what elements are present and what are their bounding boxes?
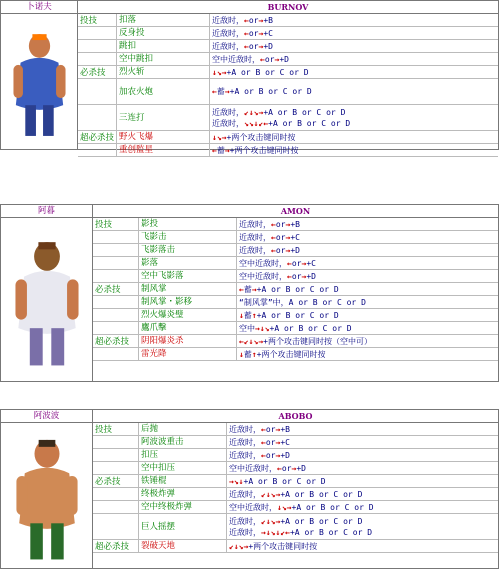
move-row (93, 423, 498, 436)
move-category (78, 79, 117, 104)
move-command (210, 53, 498, 65)
character-name-en: AMON (93, 205, 498, 218)
command-line: 空中近敌时，←or→+D (229, 463, 306, 473)
move-category (93, 257, 139, 269)
command-line: ↓蓄↑+两个攻击键同时按 (239, 349, 326, 359)
move-name: 飞影落击 (139, 244, 237, 256)
move-row (78, 14, 498, 27)
move-category (93, 348, 139, 360)
move-row (78, 131, 498, 144)
move-category (78, 144, 117, 156)
character-name-cn: 卜诺夫 (1, 1, 78, 14)
move-category: 超必杀技 (78, 131, 117, 143)
move-row (93, 322, 498, 335)
command-line: 近敌时，←or→+C (229, 437, 290, 447)
move-row (93, 257, 498, 270)
command-line: 空中→↓↘+A or B or C or D (239, 323, 352, 333)
move-name: 巨人摇摆 (139, 514, 227, 539)
move-category: 投技 (93, 423, 139, 435)
command-line: 近敌时，←or→+D (212, 41, 273, 51)
character-block (0, 204, 499, 382)
move-name: 加农火炮 (117, 79, 210, 104)
command-line: 近敌时，←or→+B (229, 424, 290, 434)
command-line: “制风掌”中，A or B or C or D (239, 297, 366, 307)
command-line: 近敌时，←or→+C (239, 232, 300, 242)
command-line: 近敌时，↙↓↘→+A or B or C or D (212, 107, 346, 117)
move-row (78, 144, 498, 157)
move-name: 野火飞爆 (117, 131, 210, 143)
move-name: 铁锤棍 (139, 475, 227, 487)
move-category (93, 449, 139, 461)
move-name: 空中跳扣 (117, 53, 210, 65)
character-name-cn: 阿波波 (1, 410, 93, 423)
move-command (237, 257, 498, 269)
character-name-en: ABOBO (93, 410, 498, 423)
move-name: 反身投 (117, 27, 210, 39)
command-line: 近敌时，↙↓↘→+A or B or C or D (229, 516, 363, 526)
move-command (237, 322, 498, 334)
command-line: ←蓄→+A or B or C or D (212, 87, 312, 96)
move-command (210, 79, 498, 104)
move-category (93, 231, 139, 243)
move-row (78, 105, 498, 131)
move-row (78, 40, 498, 53)
move-category: 投技 (78, 14, 117, 26)
move-category: 必杀技 (78, 66, 117, 78)
move-row (93, 475, 498, 488)
character-portrait (1, 14, 78, 149)
move-command (237, 218, 498, 230)
move-command (210, 27, 498, 39)
move-command (210, 144, 498, 156)
move-command (210, 131, 498, 143)
command-line: ↓↘→+两个攻击键同时按 (212, 132, 296, 142)
move-category (78, 105, 117, 130)
move-name: 终极炸弹 (139, 488, 227, 500)
move-row (93, 449, 498, 462)
move-category (93, 309, 139, 321)
command-line: ←蓄→+A or B or C or D (239, 284, 339, 294)
move-name: 制风掌・影移 (139, 296, 237, 308)
move-name: 裂破天地 (139, 540, 227, 552)
move-category (78, 40, 117, 52)
move-name: 扣落 (117, 14, 210, 26)
move-name: 后抛 (139, 423, 227, 435)
move-name: 跳扣 (117, 40, 210, 52)
command-line: 近敌时，↘↘↓↙←+A or B or C or D (212, 118, 351, 128)
move-row (93, 283, 498, 296)
command-line: 近敌时，←or→+B (239, 219, 300, 229)
move-row (78, 53, 498, 66)
command-line: 近敌时，←or→+B (212, 15, 273, 25)
move-category (93, 488, 139, 500)
move-command (227, 436, 498, 448)
move-command (210, 105, 498, 130)
move-name: 空中终极炸弹 (139, 501, 227, 513)
move-category (93, 436, 139, 448)
move-row (78, 27, 498, 40)
move-command (210, 66, 498, 78)
move-category: 必杀技 (93, 475, 139, 487)
move-command (237, 244, 498, 256)
move-command (237, 270, 498, 282)
move-command (237, 296, 498, 308)
move-command (227, 462, 498, 474)
command-line: 近敌时，→↓↘↓↙←+A or B or C or D (229, 527, 373, 537)
move-name: 影投 (139, 218, 237, 230)
command-line: 空中近敌时，←or→+D (212, 54, 289, 64)
move-command (227, 501, 498, 513)
move-command (237, 283, 498, 295)
move-name: 空中扣压 (139, 462, 227, 474)
command-line: 近敌时，←or→+C (212, 28, 273, 38)
move-row (93, 309, 498, 322)
move-command (237, 231, 498, 243)
move-category (93, 270, 139, 282)
move-command (237, 348, 498, 360)
move-category (93, 514, 139, 539)
command-line: →↘↓+A or B or C or D (229, 476, 326, 486)
move-category (93, 501, 139, 513)
move-command (227, 514, 498, 539)
fighter-sprite-icon (4, 221, 90, 378)
character-block (0, 409, 499, 569)
move-row (78, 66, 498, 79)
character-portrait (1, 423, 93, 568)
move-command (227, 475, 498, 487)
move-row (93, 296, 498, 309)
command-line: ↓蓄↑+A or B or C or D (239, 310, 339, 320)
character-name-en: BURNOV (78, 1, 498, 14)
command-line: 空中近敌时，←or→+D (239, 271, 316, 281)
move-category: 必杀技 (93, 283, 139, 295)
move-name: 空中飞影落 (139, 270, 237, 282)
command-line: 近敌时，←or→+D (239, 245, 300, 255)
move-name: 制风掌 (139, 283, 237, 295)
move-row (93, 462, 498, 475)
move-name: 鷹爪擊 (139, 322, 237, 334)
move-row (93, 335, 498, 348)
character-portrait (1, 218, 93, 381)
move-row (93, 270, 498, 283)
move-category (93, 296, 139, 308)
move-name: 烈火爆炎璧 (139, 309, 237, 321)
character-name-cn: 阿暮 (1, 205, 93, 218)
character-block (0, 0, 499, 155)
command-line: ↙↓↘→+两个攻击键同时按 (229, 541, 318, 551)
move-category: 投技 (93, 218, 139, 230)
move-category: 超必杀技 (93, 335, 139, 347)
move-row (93, 244, 498, 257)
command-line: 空中近敌时，↓↘→+A or B or C or D (229, 502, 374, 512)
move-command (227, 540, 498, 552)
move-name: 扣压 (139, 449, 227, 461)
move-name: 烈火斩 (117, 66, 210, 78)
move-name: 阿波波重击 (139, 436, 227, 448)
command-line: ↓↘→+A or B or C or D (212, 67, 309, 77)
move-command (210, 40, 498, 52)
move-category (78, 27, 117, 39)
move-name: 雷光降 (139, 348, 237, 360)
fighter-sprite-icon (4, 426, 90, 565)
move-row (93, 218, 498, 231)
move-category (78, 53, 117, 65)
command-line: 空中近敌时，←or→+C (239, 258, 316, 268)
command-line: 近敌时，←or→+D (229, 450, 290, 460)
move-row (93, 436, 498, 449)
move-row (93, 540, 498, 553)
move-command (227, 449, 498, 461)
move-category (93, 462, 139, 474)
move-name: 重创監星 (117, 144, 210, 156)
move-name: 三连打 (117, 105, 210, 130)
command-line: ←蓄→+两个攻击键同时按 (212, 145, 299, 155)
move-name: 阴阳爆炎杀 (139, 335, 237, 347)
move-name: 影落 (139, 257, 237, 269)
move-name: 飞影击 (139, 231, 237, 243)
command-line: ←↙↓↘→+两个攻击键同时按（空中可） (239, 336, 372, 346)
move-command (210, 14, 498, 26)
move-row (78, 79, 498, 105)
fighter-sprite-icon (4, 17, 75, 146)
move-command (237, 309, 498, 321)
move-command (227, 423, 498, 435)
move-category (93, 244, 139, 256)
move-row (93, 501, 498, 514)
move-row (93, 514, 498, 540)
move-category: 超必杀技 (93, 540, 139, 552)
move-row (93, 488, 498, 501)
move-row (93, 231, 498, 244)
move-row (93, 348, 498, 361)
move-command (227, 488, 498, 500)
move-command (237, 335, 498, 347)
command-line: 近敌时，↙↓↘→+A or B or C or D (229, 489, 363, 499)
move-category (93, 322, 139, 334)
